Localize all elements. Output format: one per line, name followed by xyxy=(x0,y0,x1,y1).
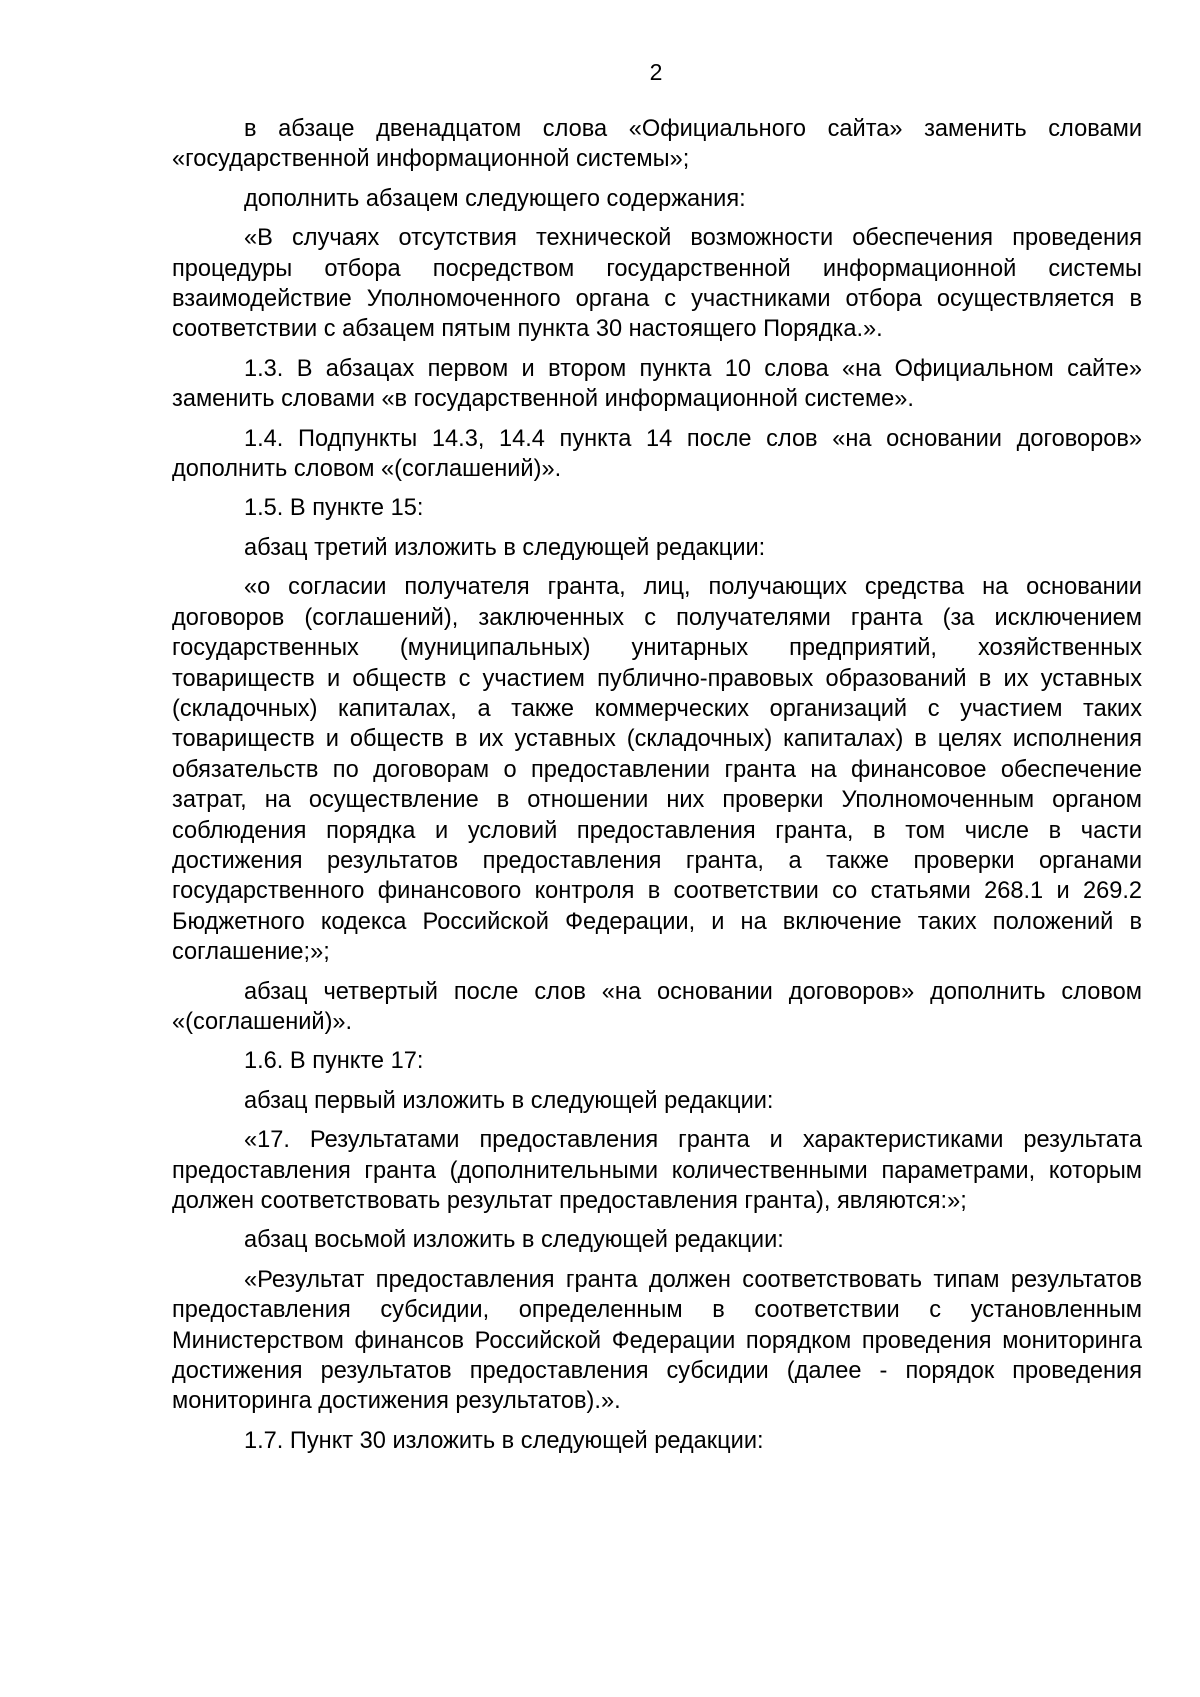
paragraph: «В случаях отсутствия технической возможности обеспечения проведения процедуры отбора посредством государственной информационной системы взаимодействие Уполномоченного органа с участниками отбора осуществляется в соответствии с абзацем пятым пункта 30 настоящего Порядка.». xyxy=(172,225,1142,343)
paragraph: «17. Результатами предоставления гранта и характеристиками результата предоставления гранта (дополнительными количественными параметрами, которым должен соответствовать результат предоставления гранта), являются:»; xyxy=(172,1127,1142,1214)
paragraph: «о согласии получателя гранта, лиц, получающих средства на основании договоров (соглашений), заключенных с получателями гранта (за исключением государственных (муниципальных) унитарных предприятий, хозяйственных товариществ и обществ с участием публично-правовых образований в их уставных (складочных) капиталах, а также коммерческих организаций с участием таких товариществ и обществ в их уставных (складочных) капиталах) в целях исполнения обязательств по договорам о предоставлении гранта на финансовое обеспечение затрат, на осуществление в отношении них проверки Уполномоченным органом соблюдения порядка и условий предоставления гранта, в том числе в части достижения результатов предоставления гранта, а также проверки органами государственного финансового контроля в соответствии со статьями 268.1 и 269.2 Бюджетного кодекса Российской Федерации, и на включение таких положений в соглашение;»; xyxy=(172,574,1142,966)
paragraph: абзац первый изложить в следующей редакции: xyxy=(244,1087,774,1114)
paragraph: 1.4. Подпункты 14.3, 14.4 пункта 14 после слов «на основании договоров» дополнить словом «(соглашений)». xyxy=(172,425,1142,483)
paragraph: абзац третий изложить в следующей редакции: xyxy=(244,534,766,561)
paragraph: абзац восьмой изложить в следующей редакции: xyxy=(244,1227,784,1254)
paragraph: в абзаце двенадцатом слова «Официального сайта» заменить словами «государственной информационной системы»; xyxy=(172,116,1142,173)
paragraph: 1.3. В абзацах первом и втором пункта 10 слова «на Официальном сайте» заменить словами «в государственной информационной системе». xyxy=(172,355,1142,413)
paragraph: дополнить абзацем следующего содержания: xyxy=(244,185,746,212)
paragraph: 1.6. В пункте 17: xyxy=(244,1048,424,1075)
paragraph: 1.5. В пункте 15: xyxy=(244,495,424,522)
paragraph: абзац четвертый после слов «на основании договоров» дополнить словом «(соглашений)». xyxy=(172,978,1142,1035)
page-number: 2 xyxy=(649,59,663,85)
document-body xyxy=(172,114,1142,1465)
paragraph: 1.7. Пункт 30 изложить в следующей редакции: xyxy=(244,1427,764,1454)
paragraph: «Результат предоставления гранта должен соответствовать типам результатов предоставления субсидии, определенным в соответствии с установленным Министерством финансов Российской Федерации порядком проведения мониторинга достижения результатов предоставления субсидии (далее - порядок проведения мониторинга достижения результатов).». xyxy=(172,1266,1142,1415)
